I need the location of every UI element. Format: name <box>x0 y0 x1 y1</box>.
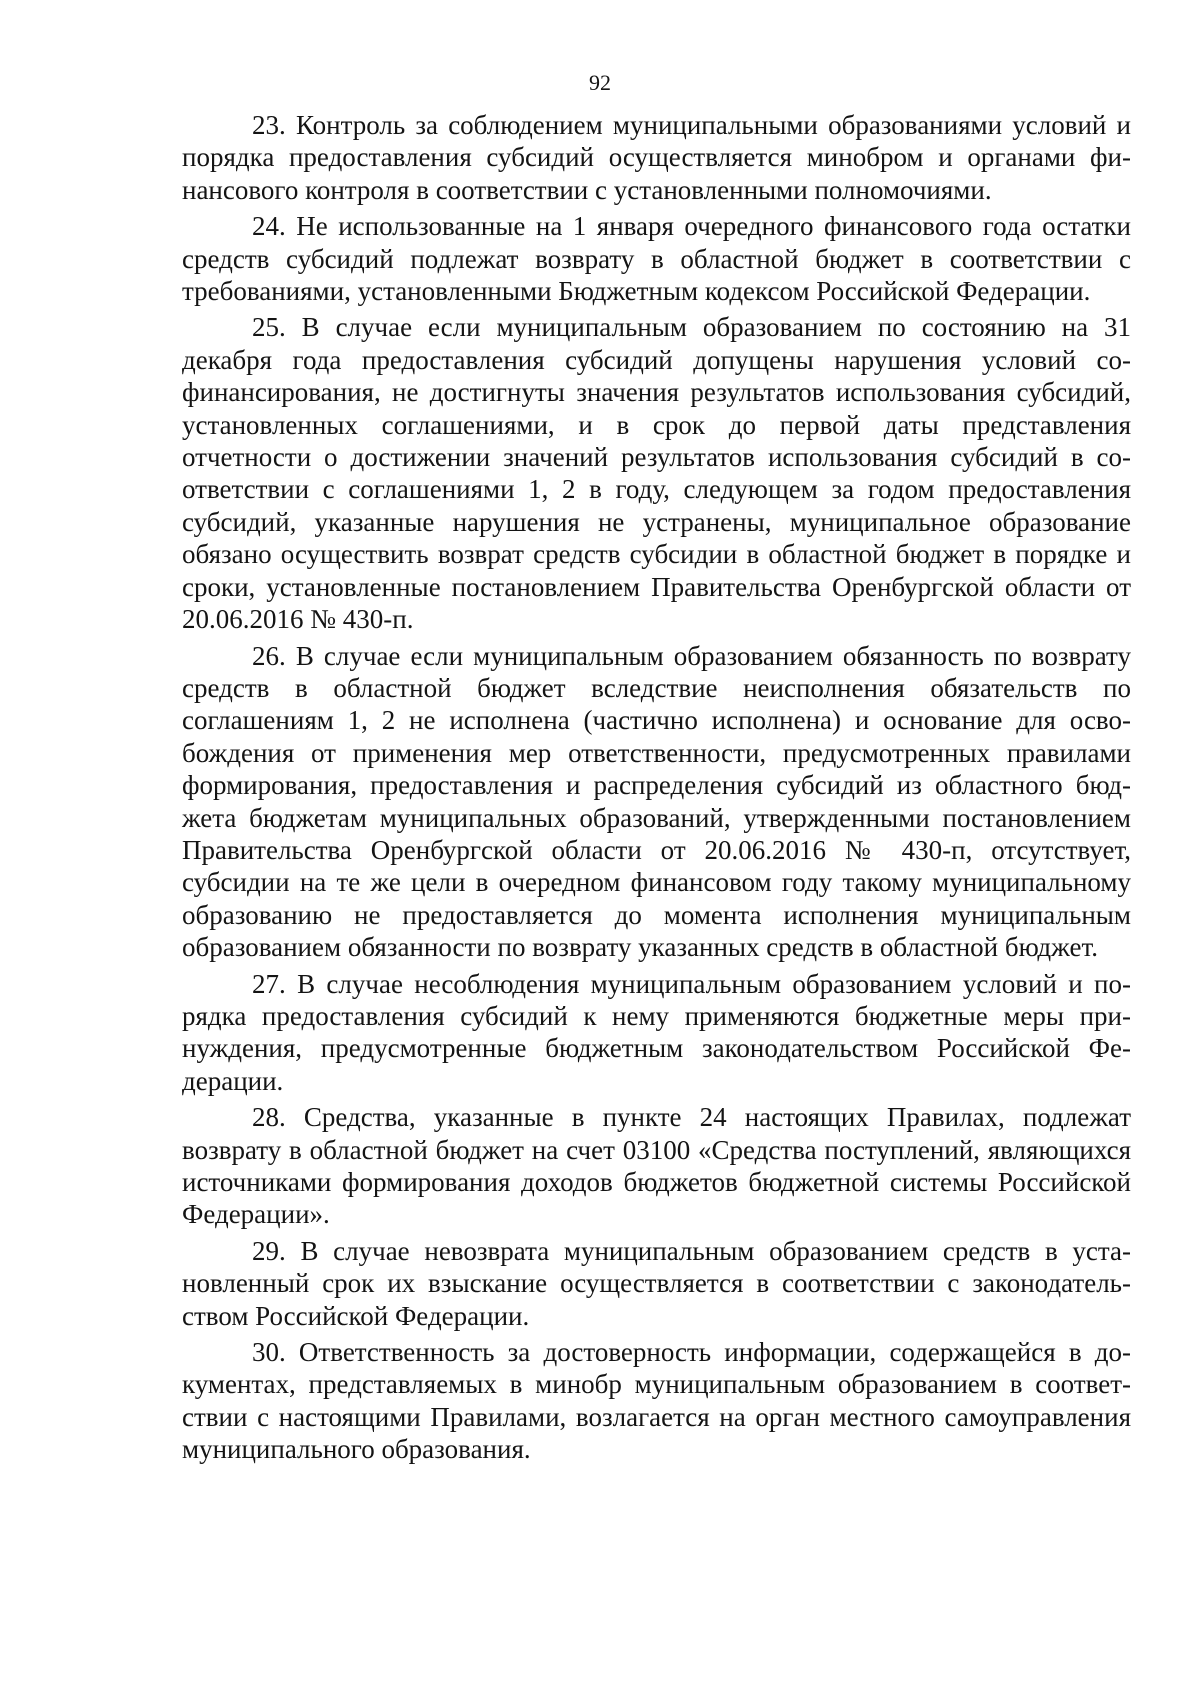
paragraph-27: 27. В случае несоблюдения муниципальным образованием условий и порядка предоставления субсидий к нему применяются бюджетные меры принуждения, предусмотренные бюджетным законодательством Российской Федерации. <box>182 968 1131 1096</box>
paragraph-24: 24. Не использованные на 1 января очередного финансового года остатки средств субсидий подлежат возврату в областной бюджет в соответствии с требованиями, установленными Бюджетным кодексом Российской Федерации. <box>182 211 1131 307</box>
paragraph-23: 23. Контроль за соблюдением муниципальными образованиями условий и порядка предоставления субсидий осуществляется минобром и органами финансового контроля в соответствии с установленными полномочиями. <box>182 110 1131 205</box>
paragraph-25: 25. В случае если муниципальным образованием по состоянию на 31 декабря года предоставления субсидий допущены нарушения условий софинансирования, не достигнуты значения результатов использования субсидий, установленных соглашениями, и в срок до первой даты представления отчетности о достижении значений результатов использования субсидий в соответствии с соглашениями 1, 2 в году, следующем за годом предоставления субсидий, указанные нарушения не устранены, муниципальное образование обязано осуществить возврат средств субсидии в областной бюджет в порядке и сроки, установленные постановлением Правительства Оренбургской области от 20.06.2016 № 430-п. <box>182 312 1131 635</box>
paragraph-28: 28. Средства, указанные в пункте 24 настоящих Правилах, подлежат возврату в областной бюджет на счет 03100 «Средства поступлений, являющихся источниками формирования доходов бюджетов бюджетной системы Российской Федерации». <box>182 1102 1131 1230</box>
paragraph-29: 29. В случае невозврата муниципальным образованием средств в установленный срок их взыскание осуществляется в соответствии с законодательством Российской Федерации. <box>182 1235 1131 1331</box>
document-body <box>182 109 1131 1470</box>
paragraph-30: 30. Ответственность за достоверность информации, содержащейся в документах, представляемых в минобр муниципальным образованием в соответствии с настоящими Правилами, возлагается на орган местного самоуправления муниципального образования. <box>182 1337 1131 1465</box>
paragraph-26: 26. В случае если муниципальным образованием обязанность по возврату средств в областной бюджет вследствие неисполнения обязательств по соглашениям 1, 2 не исполнена (частично исполнена) и основание для освобождения от применения мер ответственности, предусмотренных правилами формирования, предоставления и распределения субсидий из областного бюджета бюджетам муниципальных образований, утвержденными постановлением Правительства Оренбургской области от 20.06.2016 № 430-п, отсутствует, субсидии на те же цели в очередном финансовом году такому муниципальному образованию не предоставляется до момента исполнения муниципальным образованием обязанности по возврату указанных средств в областной бюджет. <box>182 640 1131 963</box>
page-number: 92 <box>589 70 611 95</box>
